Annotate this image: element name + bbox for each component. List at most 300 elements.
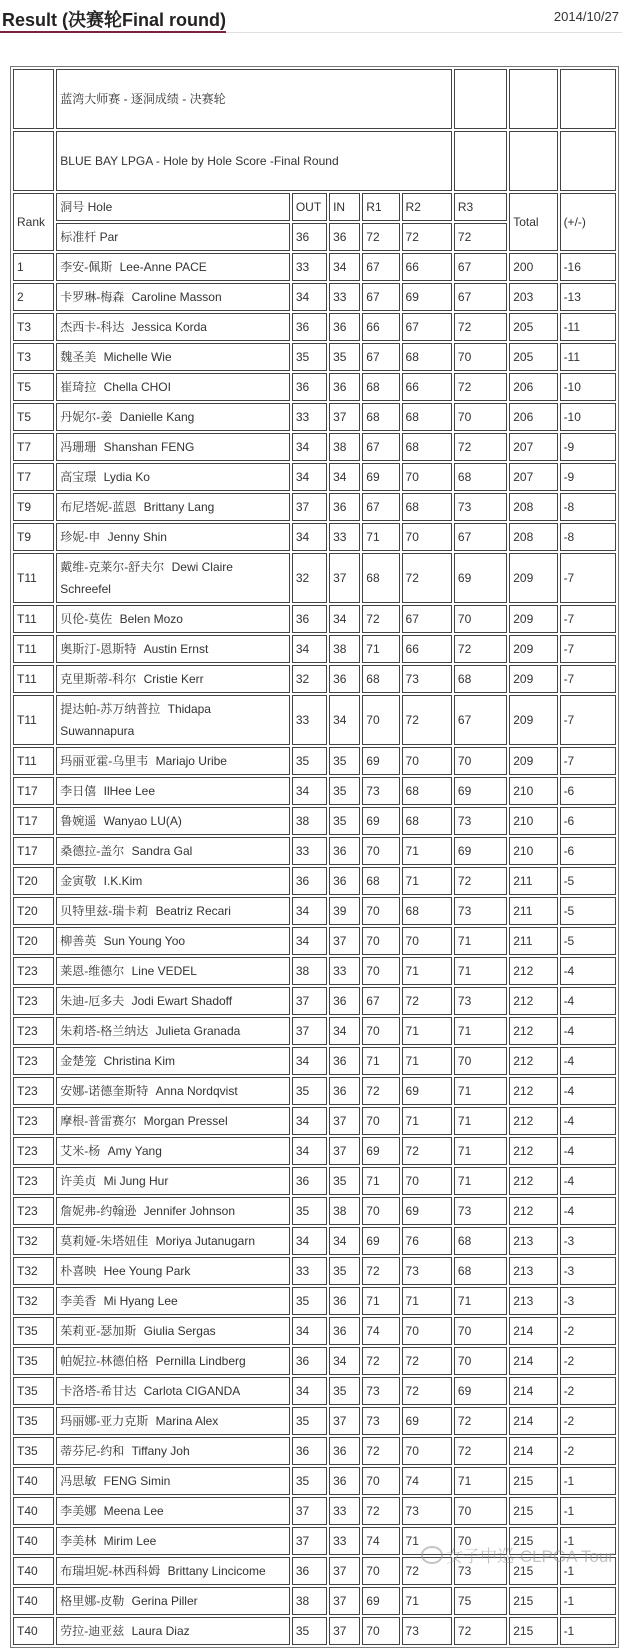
rank-cell: T3	[13, 343, 54, 371]
player-name-en: Michelle Wie	[103, 350, 172, 364]
player-name-cn: 克里斯蒂-科尔	[60, 672, 137, 686]
title-row-cn	[13, 69, 616, 129]
rank-cell: T17	[13, 777, 54, 805]
table-row	[13, 635, 616, 663]
out-cell: 35	[292, 1287, 327, 1315]
player-name-cn: 柳善英	[60, 934, 97, 948]
r2-cell: 70	[402, 747, 452, 775]
in-cell: 37	[329, 1617, 360, 1645]
player-name-cell	[56, 493, 290, 521]
r2-cell: 73	[402, 1257, 452, 1285]
diff-cell: -4	[560, 1107, 616, 1135]
r2-header: R2	[402, 193, 452, 221]
r3-cell: 70	[454, 343, 507, 371]
r1-cell: 68	[362, 867, 399, 895]
total-cell: 210	[509, 807, 557, 835]
r3-cell: 70	[454, 1047, 507, 1075]
out-cell: 37	[292, 1527, 327, 1555]
r2-cell: 76	[402, 1227, 452, 1255]
r2-cell: 71	[402, 867, 452, 895]
in-cell: 37	[329, 1557, 360, 1585]
r2-cell: 67	[402, 605, 452, 633]
total-cell: 211	[509, 867, 557, 895]
player-name-cn: 奥斯汀-恩斯特	[60, 642, 137, 656]
r1-cell: 72	[362, 1347, 399, 1375]
rank-cell: T40	[13, 1497, 54, 1525]
table-row	[13, 1407, 616, 1435]
rank-cell: T40	[13, 1557, 54, 1585]
diff-cell: -1	[560, 1587, 616, 1615]
out-cell: 36	[292, 373, 327, 401]
r2-cell: 68	[402, 777, 452, 805]
player-name-en: Mi Jung Hur	[103, 1174, 169, 1188]
diff-header: (+/-)	[560, 193, 616, 251]
r3-cell: 68	[454, 463, 507, 491]
table-row	[13, 463, 616, 491]
table-row	[13, 1377, 616, 1405]
total-cell: 215	[509, 1527, 557, 1555]
r1-cell: 70	[362, 695, 399, 745]
rank-cell: T11	[13, 665, 54, 693]
r2-cell: 73	[402, 1497, 452, 1525]
r3-cell: 68	[454, 665, 507, 693]
diff-cell: -5	[560, 927, 616, 955]
r2-cell: 70	[402, 1317, 452, 1345]
out-cell: 37	[292, 1017, 327, 1045]
player-name-en: Beatriz Recari	[155, 904, 231, 918]
out-cell: 36	[292, 1557, 327, 1585]
out-cell: 36	[292, 605, 327, 633]
in-cell: 36	[329, 1047, 360, 1075]
total-cell: 212	[509, 1077, 557, 1105]
rank-cell: T23	[13, 1137, 54, 1165]
r1-cell: 70	[362, 1017, 399, 1045]
out-cell: 34	[292, 897, 327, 925]
out-cell: 36	[292, 1347, 327, 1375]
r2-cell: 67	[402, 313, 452, 341]
player-name-cn: 艾米-杨	[60, 1144, 101, 1158]
diff-cell: -1	[560, 1467, 616, 1495]
player-name-cell	[56, 695, 290, 745]
rank-cell: T32	[13, 1287, 54, 1315]
rank-cell: T11	[13, 695, 54, 745]
r3-cell: 71	[454, 1467, 507, 1495]
player-name-cell	[56, 433, 290, 461]
diff-cell: -7	[560, 695, 616, 745]
diff-cell: -3	[560, 1257, 616, 1285]
results-table	[10, 66, 619, 1648]
diff-cell: -16	[560, 253, 616, 281]
player-name-cell	[56, 1377, 290, 1405]
player-name-en: IlHee Lee	[103, 784, 155, 798]
player-name-cell	[56, 1407, 290, 1435]
total-cell: 214	[509, 1317, 557, 1345]
player-name-cn: 贝特里兹-瑞卡莉	[60, 904, 149, 918]
rank-cell: T17	[13, 837, 54, 865]
par-in: 36	[329, 223, 360, 251]
table-row	[13, 957, 616, 985]
player-name-en: Dewi Claire Schreefel	[60, 560, 233, 596]
player-name-cn: 朱莉塔-格兰纳达	[60, 1024, 149, 1038]
table-row	[13, 373, 616, 401]
player-name-cell	[56, 1527, 290, 1555]
diff-cell: -2	[560, 1347, 616, 1375]
empty-cell	[560, 131, 616, 191]
r1-cell: 67	[362, 253, 399, 281]
r3-cell: 70	[454, 403, 507, 431]
player-name-cell	[56, 957, 290, 985]
r3-cell: 72	[454, 373, 507, 401]
r2-cell: 71	[402, 1587, 452, 1615]
player-name-en: Meena Lee	[103, 1504, 164, 1518]
in-cell: 36	[329, 665, 360, 693]
r1-cell: 66	[362, 313, 399, 341]
out-cell: 37	[292, 987, 327, 1015]
total-cell: 209	[509, 635, 557, 663]
player-name-en: Moriya Jutanugarn	[155, 1234, 255, 1248]
out-cell: 34	[292, 927, 327, 955]
in-cell: 37	[329, 1587, 360, 1615]
in-cell: 38	[329, 433, 360, 461]
player-name-cell	[56, 837, 290, 865]
player-name-cell	[56, 987, 290, 1015]
rank-cell: T32	[13, 1227, 54, 1255]
player-name-cell	[56, 897, 290, 925]
rank-cell: T23	[13, 1047, 54, 1075]
player-name-cn: 茱莉亚-瑟加斯	[60, 1324, 137, 1338]
diff-cell: -5	[560, 897, 616, 925]
player-name-en: I.K.Kim	[103, 874, 143, 888]
total-cell: 212	[509, 1017, 557, 1045]
table-row	[13, 433, 616, 461]
table-row	[13, 987, 616, 1015]
r2-cell: 72	[402, 553, 452, 603]
r1-cell: 67	[362, 343, 399, 371]
diff-cell: -11	[560, 313, 616, 341]
r1-cell: 68	[362, 665, 399, 693]
out-header: OUT	[292, 193, 327, 221]
player-name-cell	[56, 1017, 290, 1045]
player-name-cn: 朴喜映	[60, 1264, 97, 1278]
diff-cell: -2	[560, 1317, 616, 1345]
total-cell: 212	[509, 1047, 557, 1075]
player-name-en: Tiffany Joh	[131, 1444, 190, 1458]
diff-cell: -9	[560, 433, 616, 461]
diff-cell: -6	[560, 837, 616, 865]
r1-cell: 67	[362, 493, 399, 521]
out-cell: 33	[292, 1257, 327, 1285]
table-row	[13, 1437, 616, 1465]
in-cell: 37	[329, 403, 360, 431]
total-cell: 209	[509, 605, 557, 633]
diff-cell: -8	[560, 523, 616, 551]
diff-cell: -5	[560, 867, 616, 895]
empty-cell	[13, 131, 54, 191]
player-name-cn: 蒂芬尼-约和	[60, 1444, 125, 1458]
player-name-en: Laura Diaz	[131, 1624, 190, 1638]
player-name-cn: 李美香	[60, 1294, 97, 1308]
header-row	[13, 193, 616, 221]
table-row	[13, 1197, 616, 1225]
table-row	[13, 313, 616, 341]
r2-cell: 68	[402, 807, 452, 835]
in-header: IN	[329, 193, 360, 221]
r2-cell: 72	[402, 987, 452, 1015]
out-cell: 36	[292, 313, 327, 341]
rank-cell: T11	[13, 635, 54, 663]
r1-cell: 71	[362, 1047, 399, 1075]
out-cell: 34	[292, 777, 327, 805]
table-row	[13, 665, 616, 693]
table-title-cn: 蓝湾大师赛 - 逐洞成绩 - 决赛轮	[56, 69, 452, 129]
r3-cell: 70	[454, 1317, 507, 1345]
out-cell: 37	[292, 1497, 327, 1525]
in-cell: 36	[329, 867, 360, 895]
player-name-en: Christina Kim	[103, 1054, 175, 1068]
out-cell: 38	[292, 807, 327, 835]
in-cell: 33	[329, 523, 360, 551]
diff-cell: -4	[560, 1047, 616, 1075]
total-cell: 209	[509, 665, 557, 693]
rank-cell: T23	[13, 1107, 54, 1135]
player-name-cell	[56, 1167, 290, 1195]
player-name-en: Danielle Kang	[119, 410, 195, 424]
player-name-en: Caroline Masson	[131, 290, 222, 304]
player-name-cn: 冯珊珊	[60, 440, 97, 454]
r2-cell: 66	[402, 635, 452, 663]
in-cell: 34	[329, 463, 360, 491]
out-cell: 37	[292, 493, 327, 521]
player-name-cn: 布瑞坦妮-林西科姆	[60, 1564, 161, 1578]
diff-cell: -7	[560, 747, 616, 775]
player-name-en: Anna Nordqvist	[155, 1084, 238, 1098]
r1-cell: 73	[362, 1377, 399, 1405]
table-row	[13, 837, 616, 865]
empty-cell	[509, 131, 557, 191]
rank-cell: T35	[13, 1347, 54, 1375]
player-name-en: Sandra Gal	[131, 844, 193, 858]
diff-cell: -4	[560, 987, 616, 1015]
player-name-en: Mirim Lee	[103, 1534, 157, 1548]
r1-cell: 67	[362, 283, 399, 311]
out-cell: 34	[292, 1047, 327, 1075]
table-row	[13, 867, 616, 895]
diff-cell: -3	[560, 1287, 616, 1315]
r3-cell: 73	[454, 493, 507, 521]
player-name-cell	[56, 523, 290, 551]
in-cell: 36	[329, 987, 360, 1015]
r1-cell: 70	[362, 837, 399, 865]
r3-cell: 70	[454, 605, 507, 633]
r3-cell: 72	[454, 1437, 507, 1465]
empty-cell	[454, 131, 507, 191]
player-name-cell	[56, 777, 290, 805]
in-cell: 37	[329, 1407, 360, 1435]
table-row	[13, 777, 616, 805]
r1-cell: 70	[362, 1197, 399, 1225]
player-name-en: Giulia Sergas	[143, 1324, 216, 1338]
player-name-cell	[56, 313, 290, 341]
player-name-cn: 丹妮尔-姜	[60, 410, 113, 424]
player-name-cell	[56, 553, 290, 603]
r1-cell: 73	[362, 1407, 399, 1435]
r1-cell: 72	[362, 1437, 399, 1465]
out-cell: 35	[292, 1617, 327, 1645]
r3-cell: 67	[454, 283, 507, 311]
r3-cell: 71	[454, 1077, 507, 1105]
player-name-cell	[56, 635, 290, 663]
rank-cell: T23	[13, 1017, 54, 1045]
table-row	[13, 1287, 616, 1315]
rank-cell: T35	[13, 1317, 54, 1345]
diff-cell: -1	[560, 1527, 616, 1555]
player-name-cell	[56, 1107, 290, 1135]
r3-cell: 70	[454, 747, 507, 775]
out-cell: 34	[292, 523, 327, 551]
player-name-cell	[56, 665, 290, 693]
r2-cell: 68	[402, 343, 452, 371]
out-cell: 36	[292, 867, 327, 895]
r1-cell: 70	[362, 1107, 399, 1135]
r2-cell: 71	[402, 1527, 452, 1555]
total-cell: 212	[509, 1197, 557, 1225]
r1-cell: 70	[362, 897, 399, 925]
out-cell: 32	[292, 553, 327, 603]
total-cell: 212	[509, 987, 557, 1015]
total-cell: 214	[509, 1347, 557, 1375]
player-name-cn: 格里娜-皮勒	[60, 1594, 125, 1608]
player-name-cn: 布尼塔妮-蓝恩	[60, 500, 137, 514]
in-cell: 37	[329, 927, 360, 955]
player-name-en: Marina Alex	[155, 1414, 219, 1428]
table-row	[13, 927, 616, 955]
empty-cell	[13, 69, 54, 129]
rank-cell: T23	[13, 1167, 54, 1195]
r1-cell: 68	[362, 553, 399, 603]
r1-cell: 70	[362, 927, 399, 955]
r2-cell: 72	[402, 1347, 452, 1375]
in-cell: 35	[329, 777, 360, 805]
r3-cell: 71	[454, 1017, 507, 1045]
total-cell: 203	[509, 283, 557, 311]
total-cell: 212	[509, 1107, 557, 1135]
player-name-en: Lee-Anne PACE	[119, 260, 207, 274]
r3-cell: 69	[454, 837, 507, 865]
player-name-cn: 摩根-普雷赛尔	[60, 1114, 137, 1128]
player-name-cn: 李美娜	[60, 1504, 97, 1518]
player-name-cell	[56, 1347, 290, 1375]
r2-cell: 71	[402, 1017, 452, 1045]
table-row	[13, 493, 616, 521]
r3-cell: 71	[454, 927, 507, 955]
player-name-cn: 安娜-诺德奎斯特	[60, 1084, 149, 1098]
r1-cell: 69	[362, 1227, 399, 1255]
player-name-en: Gerina Piller	[131, 1594, 198, 1608]
r3-cell: 67	[454, 253, 507, 281]
r3-cell: 72	[454, 635, 507, 663]
player-name-cell	[56, 1497, 290, 1525]
r2-cell: 71	[402, 1047, 452, 1075]
total-cell: 200	[509, 253, 557, 281]
table-row	[13, 605, 616, 633]
r2-cell: 71	[402, 957, 452, 985]
diff-cell: -2	[560, 1407, 616, 1435]
total-cell: 208	[509, 493, 557, 521]
in-cell: 34	[329, 1347, 360, 1375]
in-cell: 34	[329, 1017, 360, 1045]
in-cell: 37	[329, 1137, 360, 1165]
r3-cell: 67	[454, 523, 507, 551]
diff-cell: -4	[560, 1167, 616, 1195]
diff-cell: -4	[560, 1017, 616, 1045]
in-cell: 37	[329, 553, 360, 603]
total-cell: 213	[509, 1257, 557, 1285]
player-name-cn: 桑德拉-盖尔	[60, 844, 125, 858]
out-cell: 34	[292, 283, 327, 311]
empty-cell	[509, 69, 557, 129]
total-cell: 214	[509, 1407, 557, 1435]
in-cell: 33	[329, 1527, 360, 1555]
in-cell: 35	[329, 343, 360, 371]
player-name-cn: 金楚笼	[60, 1054, 97, 1068]
total-cell: 211	[509, 927, 557, 955]
out-cell: 38	[292, 957, 327, 985]
in-cell: 35	[329, 1257, 360, 1285]
player-name-cn: 金寅敬	[60, 874, 97, 888]
rank-cell: T9	[13, 493, 54, 521]
total-cell: 215	[509, 1467, 557, 1495]
r2-cell: 68	[402, 897, 452, 925]
player-name-cell	[56, 373, 290, 401]
rank-cell: T40	[13, 1467, 54, 1495]
table-row	[13, 1347, 616, 1375]
table-row	[13, 253, 616, 281]
player-name-en: Wanyao LU(A)	[103, 814, 182, 828]
rank-cell: T20	[13, 897, 54, 925]
out-cell: 35	[292, 747, 327, 775]
table-row	[13, 695, 616, 745]
rank-cell: 2	[13, 283, 54, 311]
out-cell: 35	[292, 1197, 327, 1225]
out-cell: 33	[292, 837, 327, 865]
player-name-cell	[56, 403, 290, 431]
total-cell: 209	[509, 747, 557, 775]
player-name-cell	[56, 1587, 290, 1615]
total-cell: 211	[509, 897, 557, 925]
player-name-en: Belen Mozo	[119, 612, 183, 626]
player-name-en: Jennifer Johnson	[143, 1204, 236, 1218]
r3-cell: 73	[454, 897, 507, 925]
table-row	[13, 553, 616, 603]
page-title: Result (决赛轮Final round)	[2, 10, 226, 30]
r1-cell: 72	[362, 1497, 399, 1525]
diff-cell: -8	[560, 493, 616, 521]
r3-cell: 68	[454, 1227, 507, 1255]
in-cell: 33	[329, 1497, 360, 1525]
diff-cell: -2	[560, 1377, 616, 1405]
player-name-en: Morgan Pressel	[143, 1114, 228, 1128]
table-row	[13, 807, 616, 835]
player-name-cell	[56, 1047, 290, 1075]
in-cell: 36	[329, 1317, 360, 1345]
table-row	[13, 1077, 616, 1105]
in-cell: 35	[329, 747, 360, 775]
out-cell: 38	[292, 1587, 327, 1615]
rank-cell: T3	[13, 313, 54, 341]
in-cell: 35	[329, 807, 360, 835]
r3-cell: 73	[454, 987, 507, 1015]
in-cell: 36	[329, 837, 360, 865]
